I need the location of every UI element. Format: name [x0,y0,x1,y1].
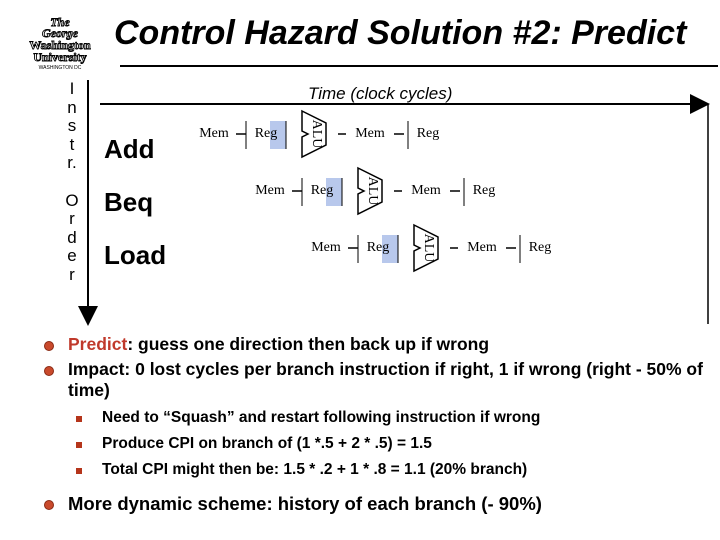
predict-keyword: Predict [68,334,128,354]
stage-reg-label: Reg [366,240,390,256]
sub-bullet [44,431,716,457]
svg-text:WASHINGTON DC: WASHINGTON DC [38,65,82,71]
sub-bullet-text: Need to “Squash” and restart following instruction if wrong [102,409,541,426]
pipeline-row-add [199,111,439,157]
pipeline-row-load [311,225,551,271]
stage-alu-label: ALU [364,176,380,206]
sub-bullet-icon [76,468,82,474]
sub-bullet-icon [76,416,82,422]
bullet-icon [44,366,54,376]
order-letter: t [69,134,75,154]
dynamic-text: More dynamic scheme: history of each branch (- 90%) [68,493,542,514]
sub-bullet-icon [76,442,82,448]
order-letter: e [67,246,77,266]
sub-bullet-text: Produce CPI on branch of (1 *.5 + 2 * .5) = 1.5 [102,435,432,452]
stage-reg-label: Reg [416,126,440,142]
svg-text:Washington: Washington [29,38,91,52]
order-letter: r [69,209,75,229]
bullet-impact [44,359,716,401]
stage-mem-label: Mem [311,240,341,256]
pipeline-row-beq [255,168,495,214]
order-letter: n [67,97,77,117]
svg-text:The: The [50,15,70,29]
order-letter: d [67,227,77,247]
stage-reg-label: Reg [310,183,334,199]
svg-text:George: George [42,26,78,40]
order-letter: O [65,190,79,210]
order-letter: r. [67,153,77,173]
svg-text:University: University [33,50,87,64]
predict-text: : guess one direction then back up if wrong [127,334,490,354]
time-axis-label: Time (clock cycles) [308,84,453,103]
order-letter: r [69,264,75,284]
sub-bullet-text: Total CPI might then be: 1.5 * .2 + 1 * .8 = 1.1 (20% branch) [102,461,528,478]
stage-mem-label: Mem [199,126,229,142]
bullet-icon [44,500,54,510]
bullet-icon [44,341,54,351]
order-letter: I [69,79,75,98]
instruction-load: Load [104,240,167,270]
stage-reg-label: Reg [254,126,278,142]
instruction-beq: Beq [104,187,154,217]
bullet-predict [44,334,716,355]
stage-reg-label: Reg [528,240,552,256]
stage-alu-label: ALU [308,119,324,149]
order-letter: s [67,116,77,136]
stage-mem-label: Mem [411,183,441,199]
sub-bullet [44,405,716,431]
instruction-add: Add [104,134,155,164]
bullet-list [44,334,716,518]
sub-bullet [44,457,716,483]
stage-alu-label: ALU [420,233,436,263]
stage-reg-label: Reg [472,183,496,199]
stage-mem-label: Mem [255,183,285,199]
impact-text: Impact: 0 lost cycles per branch instruction if right, 1 if wrong (right - 50% of time) [68,359,703,400]
bullet-dynamic [44,493,716,514]
slide-title: Control Hazard Solution #2: Predict [114,14,687,52]
stage-mem-label: Mem [467,240,497,256]
stage-mem-label: Mem [355,126,385,142]
